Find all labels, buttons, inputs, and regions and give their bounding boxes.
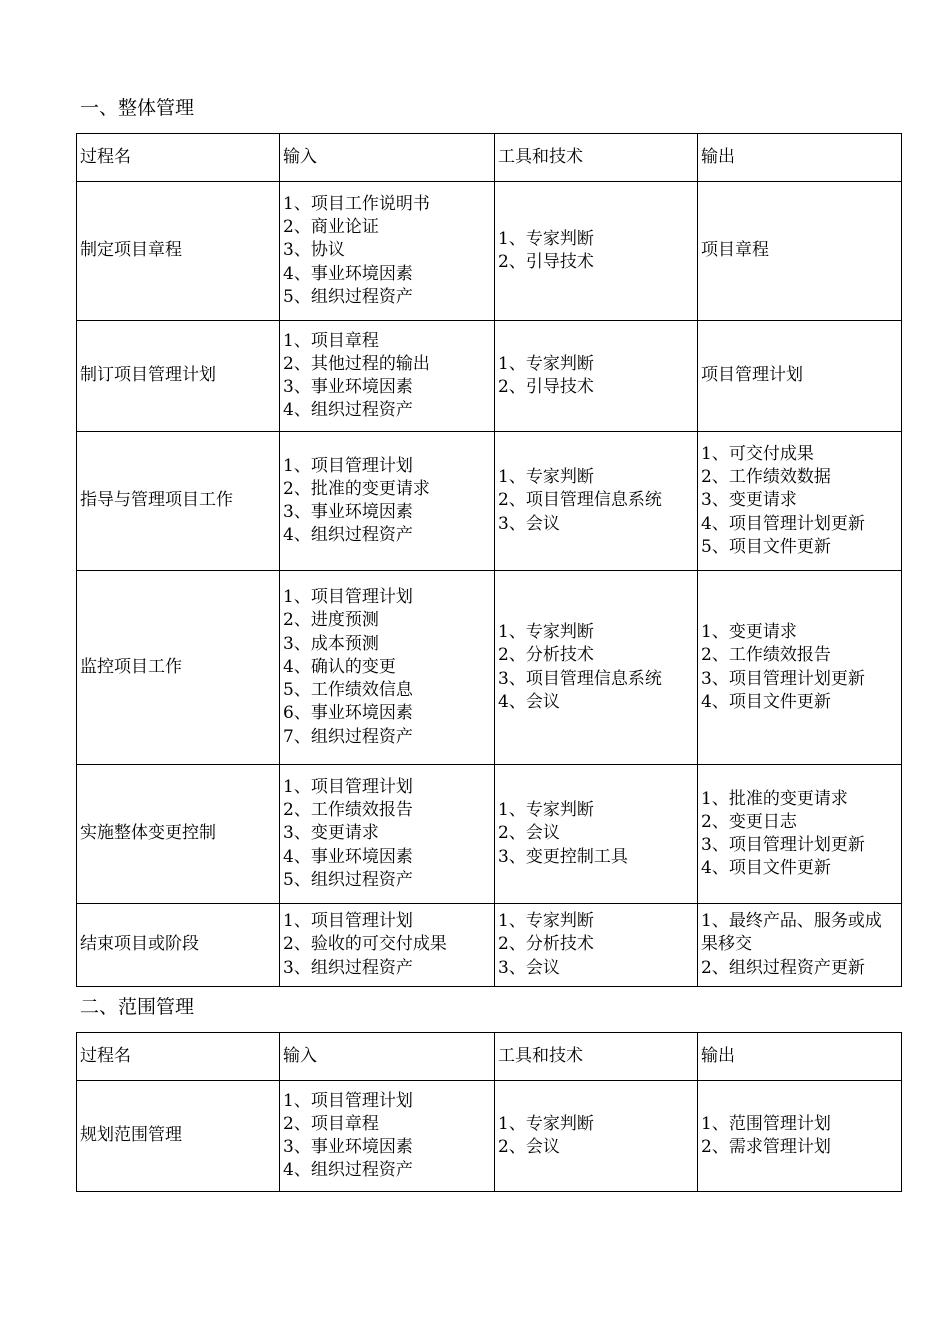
input-item: 4、事业环境因素 [283, 846, 413, 867]
input-item: 4、组织过程资产 [283, 525, 413, 546]
input-item: 1、项目章程 [283, 330, 379, 351]
header-tools: 工具和技术 [495, 134, 698, 182]
output-item: 2、工作绩效报告 [701, 645, 831, 666]
tool-item: 2、会议 [498, 823, 560, 844]
input-item: 4、组织过程资产 [283, 400, 413, 421]
output-item: 1、可交付成果 [701, 443, 814, 464]
input-item: 4、确认的变更 [283, 656, 396, 677]
tool-item: 3、会议 [498, 957, 560, 978]
input-item: 2、商业论证 [283, 217, 379, 238]
section-title-integration: 一、整体管理 [80, 97, 195, 119]
inputs-cell [280, 432, 495, 571]
tool-item: 2、项目管理信息系统 [498, 490, 662, 511]
input-item: 1、项目工作说明书 [283, 193, 430, 214]
output-item: 4、项目文件更新 [701, 858, 831, 879]
tool-item: 1、专家判断 [498, 622, 594, 643]
input-item: 2、其他过程的输出 [283, 353, 430, 374]
header-inputs: 输入 [280, 1033, 495, 1081]
input-item: 4、事业环境因素 [283, 263, 413, 284]
input-item: 1、项目管理计划 [283, 1090, 413, 1111]
input-item: 3、事业环境因素 [283, 502, 413, 522]
input-item: 6、事业环境因素 [283, 703, 413, 724]
inputs-cell [280, 321, 495, 432]
header-outputs: 输出 [698, 1033, 902, 1081]
table-row [77, 765, 902, 904]
input-item: 3、变更请求 [283, 823, 379, 844]
table-row [77, 182, 902, 321]
output-item: 2、组织过程资产更新 [701, 957, 865, 978]
input-item: 3、事业环境因素 [283, 377, 413, 397]
inputs-cell [280, 765, 495, 904]
output-item: 1、范围管理计划 [701, 1113, 831, 1134]
input-item: 2、工作绩效报告 [283, 800, 413, 821]
table-row [77, 432, 902, 571]
process-name-cell: 监控项目工作 [77, 571, 280, 765]
input-item: 2、批准的变更请求 [283, 478, 430, 499]
output-item: 1、批准的变更请求 [701, 788, 848, 809]
input-item: 1、项目管理计划 [283, 455, 413, 476]
table-header-row [77, 1033, 902, 1081]
integration-management-table [76, 133, 902, 987]
outputs-cell [698, 182, 902, 321]
tools-cell [495, 1081, 698, 1192]
header-process-name: 过程名 [77, 1033, 280, 1081]
input-item: 2、进度预测 [283, 610, 379, 631]
output-item: 项目章程 [701, 240, 769, 261]
output-item: 5、项目文件更新 [701, 536, 831, 557]
tool-item: 1、专家判断 [498, 353, 594, 374]
inputs-cell [280, 571, 495, 765]
tools-cell [495, 182, 698, 321]
inputs-cell [280, 182, 495, 321]
process-name-cell: 结束项目或阶段 [77, 904, 280, 987]
output-item: 3、项目管理计划更新 [701, 835, 865, 855]
input-item: 4、组织过程资产 [283, 1160, 413, 1181]
input-item: 3、事业环境因素 [283, 1137, 413, 1157]
inputs-cell [280, 904, 495, 987]
tools-cell [495, 904, 698, 987]
tool-item: 1、专家判断 [498, 467, 594, 488]
input-item: 1、项目管理计划 [283, 587, 413, 608]
table-row [77, 321, 902, 432]
tool-item: 3、变更控制工具 [498, 846, 628, 867]
input-item: 3、协议 [283, 240, 345, 261]
outputs-cell [698, 571, 902, 765]
tool-item: 1、专家判断 [498, 1113, 594, 1134]
output-item: 4、项目文件更新 [701, 691, 831, 712]
header-outputs: 输出 [698, 134, 902, 182]
output-item: 2、变更日志 [701, 811, 797, 832]
inputs-cell [280, 1081, 495, 1192]
table-row [77, 904, 902, 987]
outputs-cell [698, 904, 902, 987]
output-item: 3、项目管理计划更新 [701, 668, 865, 689]
header-process-name: 过程名 [77, 134, 280, 182]
tools-cell [495, 321, 698, 432]
input-item: 5、组织过程资产 [283, 869, 413, 890]
output-item: 2、工作绩效数据 [701, 467, 831, 488]
output-item: 1、变更请求 [701, 622, 797, 643]
input-item: 1、项目管理计划 [283, 776, 413, 797]
table-header-row [77, 134, 902, 182]
output-item: 1、最终产品、服务或成果移交 [701, 911, 882, 955]
table-row [77, 571, 902, 765]
tools-cell [495, 765, 698, 904]
tool-item: 2、会议 [498, 1137, 560, 1157]
input-item: 2、项目章程 [283, 1113, 379, 1134]
outputs-cell [698, 321, 902, 432]
output-item: 项目管理计划 [701, 365, 803, 386]
process-name-cell: 制订项目管理计划 [77, 321, 280, 432]
output-item: 2、需求管理计划 [701, 1137, 831, 1157]
process-name-cell: 指导与管理项目工作 [77, 432, 280, 571]
tool-item: 1、专家判断 [498, 800, 594, 821]
scope-management-table [76, 1032, 902, 1192]
tool-item: 2、引导技术 [498, 252, 594, 272]
input-item: 1、项目管理计划 [283, 911, 413, 932]
header-tools: 工具和技术 [495, 1033, 698, 1081]
tool-item: 3、会议 [498, 513, 560, 534]
table-row [77, 1081, 902, 1192]
tool-item: 1、专家判断 [498, 228, 594, 249]
process-name-cell: 规划范围管理 [77, 1081, 280, 1192]
header-inputs: 输入 [280, 134, 495, 182]
section-title-scope: 二、范围管理 [80, 996, 195, 1018]
process-name-cell: 制定项目章程 [77, 182, 280, 321]
input-item: 3、成本预测 [283, 633, 379, 654]
outputs-cell [698, 765, 902, 904]
tool-item: 2、分析技术 [498, 645, 594, 666]
outputs-cell [698, 432, 902, 571]
tool-item: 1、专家判断 [498, 911, 594, 932]
output-item: 3、变更请求 [701, 490, 797, 511]
input-item: 5、组织过程资产 [283, 286, 413, 307]
tools-cell [495, 571, 698, 765]
tool-item: 2、引导技术 [498, 377, 594, 397]
outputs-cell [698, 1081, 902, 1192]
tool-item: 3、项目管理信息系统 [498, 668, 662, 689]
tool-item: 4、会议 [498, 691, 560, 712]
input-item: 7、组织过程资产 [283, 726, 413, 747]
input-item: 3、组织过程资产 [283, 957, 413, 978]
process-name-cell: 实施整体变更控制 [77, 765, 280, 904]
output-item: 4、项目管理计划更新 [701, 513, 865, 534]
tool-item: 2、分析技术 [498, 934, 594, 955]
input-item: 2、验收的可交付成果 [283, 934, 447, 955]
tools-cell [495, 432, 698, 571]
input-item: 5、工作绩效信息 [283, 680, 413, 701]
